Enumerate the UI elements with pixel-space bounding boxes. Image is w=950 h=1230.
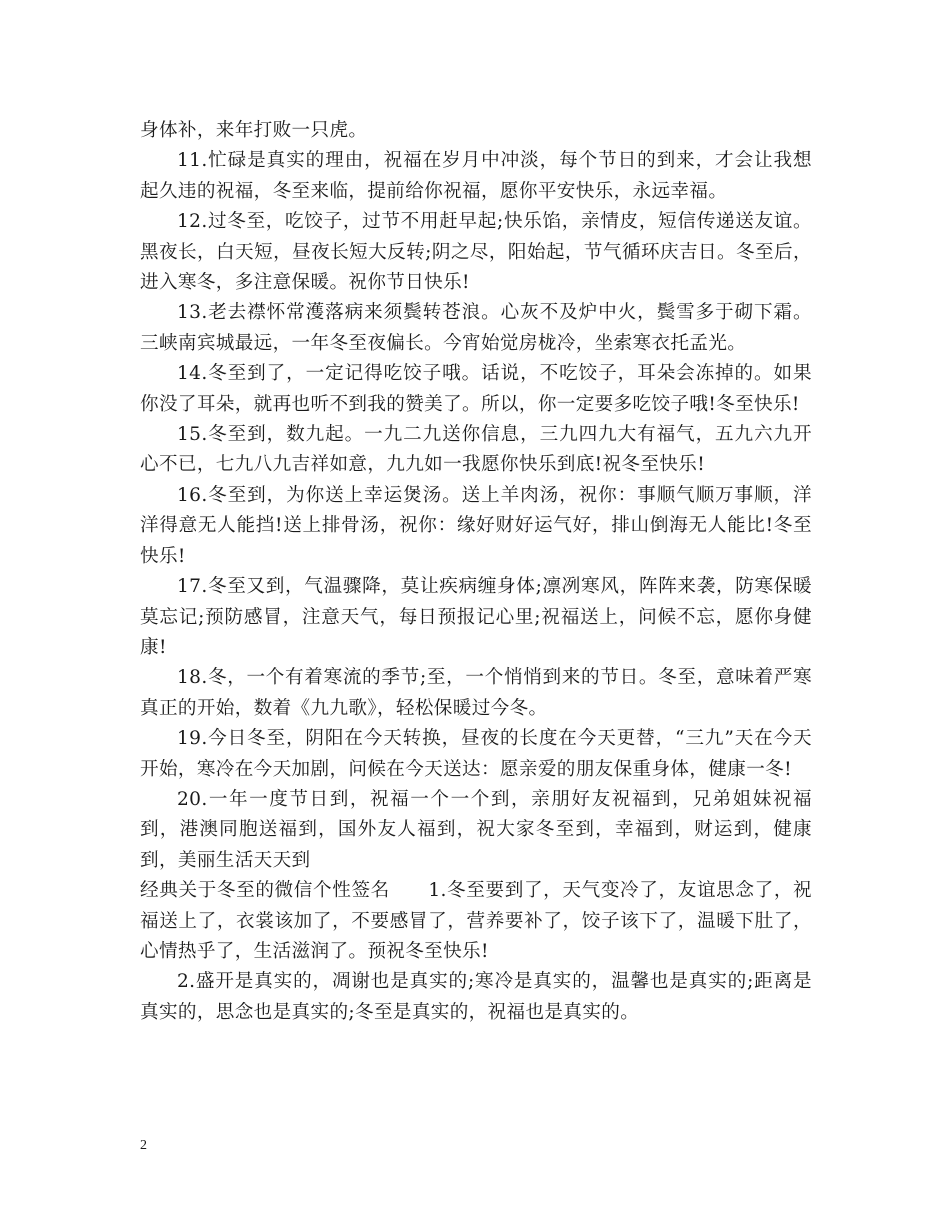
paragraph-item-17: 17.冬至又到，气温骤降，莫让疾病缠身体;凛冽寒风，阵阵来袭，防寒保暖莫忘记;预防感冒，注意天气，每日预报记心里;祝福送上，问候不忘，愿你身健康! — [140, 576, 812, 658]
paragraph-item-11: 11.忙碌是真实的理由，祝福在岁月中冲淡，每个节日的到来，才会让我想起久违的祝福，冬至来临，提前给你祝福，愿你平安快乐，永远幸福。 — [140, 150, 812, 202]
paragraph-item-18: 18.冬，一个有着寒流的季节;至，一个悄悄到来的节日。冬至，意味着严寒真正的开始，数着《九九歌》，轻松保暖过今冬。 — [140, 667, 812, 719]
paragraph-item-16: 16.冬至到，为你送上幸运煲汤。送上羊肉汤，祝你：事顺气顺万事顺，洋洋得意无人能挡!送上排骨汤，祝你：缘好财好运气好，排山倒海无人能比!冬至快乐! — [140, 484, 812, 567]
paragraph-item-13: 13.老去襟怀常濩落病来须鬓转苍浪。心灰不及炉中火，鬓雪多于砌下霜。三峡南宾城最远，一年冬至夜偏长。今宵始觉房栊冷，坐索寒衣托孟光。 — [140, 302, 812, 354]
page-number: 2 — [140, 1138, 147, 1153]
paragraph-item-12: 12.过冬至，吃饺子，过节不用赶早起;快乐馅，亲情皮，短信传递送友谊。黑夜长，白天短，昼夜长短大反转;阴之尽，阳始起，节气循环庆吉日。冬至后，进入寒冬，多注意保暖。祝你节日快乐! — [140, 211, 812, 294]
paragraph-item-19: 19.今日冬至，阴阳在今天转换，昼夜的长度在今天更替，“三九”天在今天开始，寒冷在今天加剧，问候在今天送达：愿亲爱的朋友保重身体，健康一冬! — [140, 728, 812, 780]
paragraph-item-14: 14.冬至到了，一定记得吃饺子哦。话说，不吃饺子，耳朵会冻掉的。如果你没了耳朵，就再也听不到我的赞美了。所以，你一定要多吃饺子哦!冬至快乐! — [140, 363, 812, 415]
document-body — [140, 116, 812, 1028]
paragraph-item-2: 2.盛开是真实的，凋谢也是真实的;寒冷是真实的，温馨也是真实的;距离是真实的，思念也是真实的;冬至是真实的，祝福也是真实的。 — [140, 971, 812, 1023]
paragraph-item-20: 20.一年一度节日到，祝福一个一个到，亲朋好友祝福到，兄弟姐妹祝福到，港澳同胞送福到，国外友人福到，祝大家冬至到，幸福到，财运到，健康到，美丽生活天天到 — [140, 788, 812, 871]
section-heading-paragraph: 经典关于冬至的微信个性签名 1.冬至要到了，天气变冷了，友谊思念了，祝福送上了，衣裳该加了，不要感冒了，营养要补了，饺子该下了，温暖下肚了，心情热乎了，生活滋润了。预祝冬至快乐! — [140, 880, 812, 962]
paragraph-continued: 身体补，来年打败一只虎。 — [140, 120, 368, 141]
paragraph-item-15: 15.冬至到，数九起。一九二九送你信息，三九四九大有福气，五九六九开心不已，七九八九吉祥如意，九九如一我愿你快乐到底!祝冬至快乐! — [140, 424, 812, 476]
